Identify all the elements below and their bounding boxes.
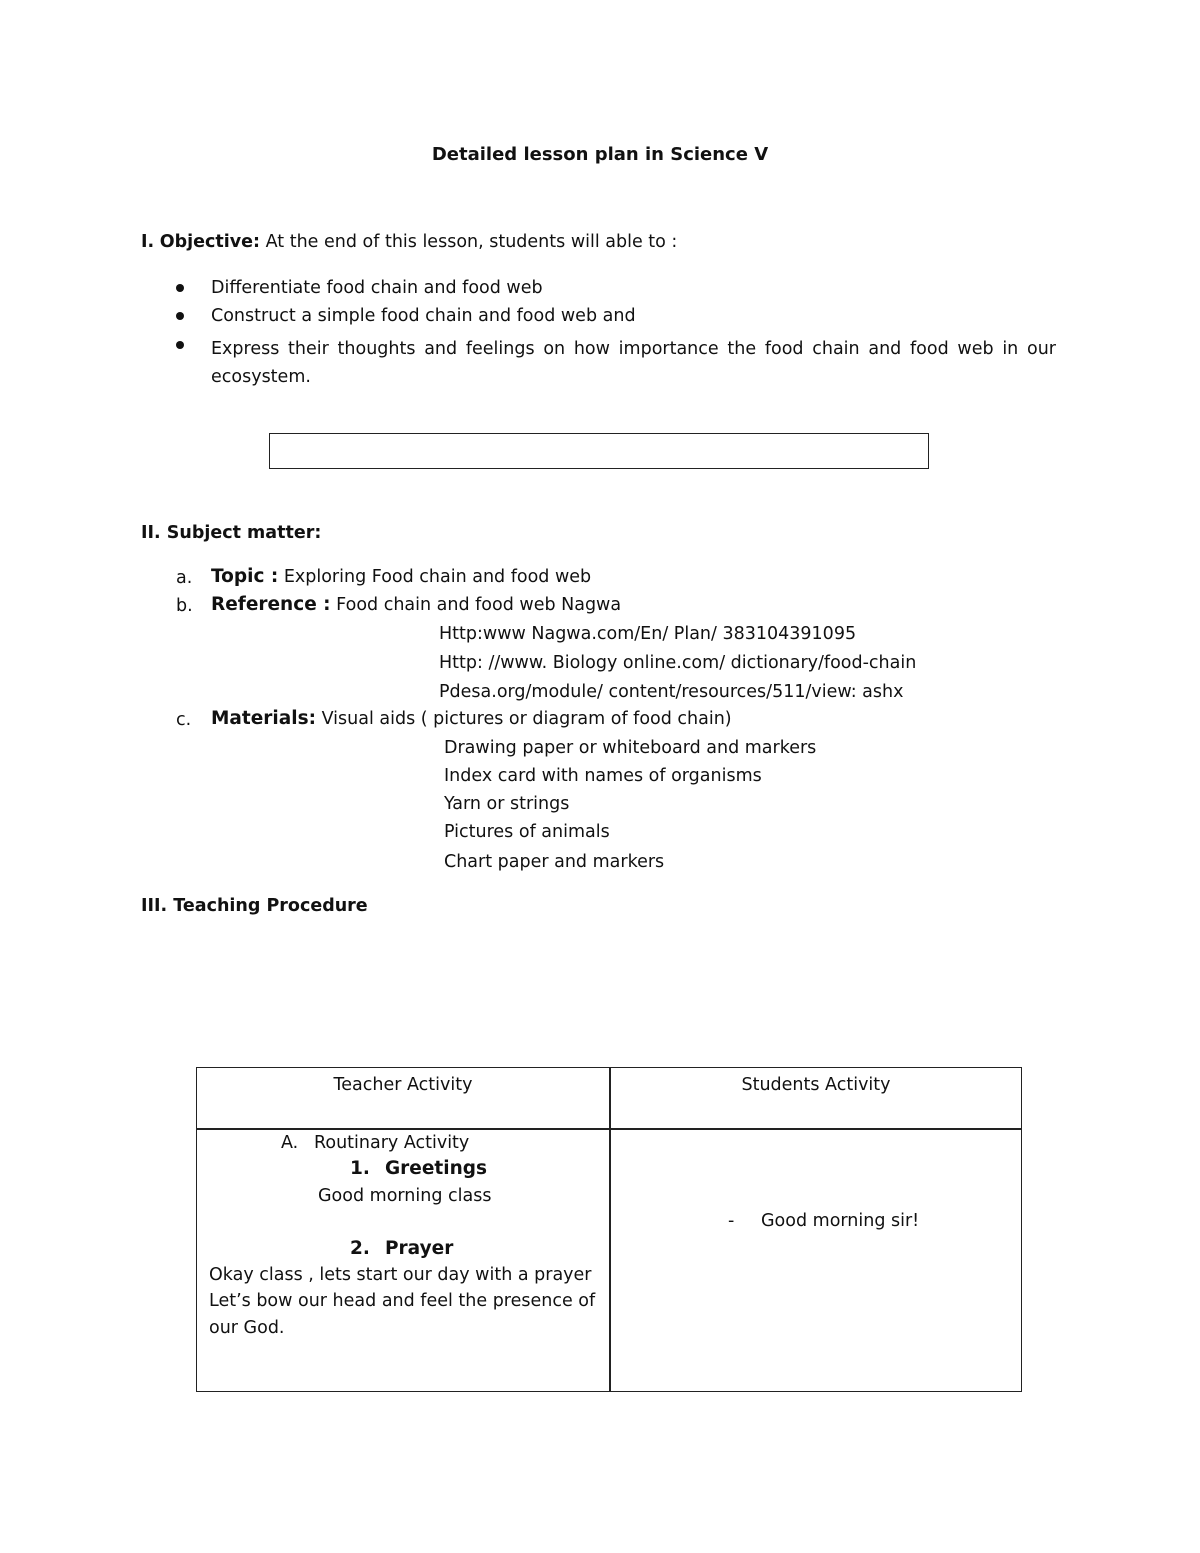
topic-label: Topic :: [211, 566, 279, 587]
reference-label: Reference :: [211, 594, 331, 615]
prayer-line: Okay class , lets start our day with a prayer: [209, 1265, 592, 1285]
page-title: Detailed lesson plan in Science V: [431, 144, 769, 165]
reference-value: Food chain and food web Nagwa: [336, 595, 622, 615]
teaching-procedure-heading: III. Teaching Procedure: [141, 896, 368, 916]
student-dash: -: [728, 1211, 735, 1231]
table-row-divider: [197, 1128, 1021, 1130]
empty-text-box: [269, 433, 929, 469]
procedure-table: [196, 1067, 1022, 1392]
reference-line: Pdesa.org/module/ content/resources/511/view: ashx: [439, 682, 904, 702]
materials-line: Drawing paper or whiteboard and markers: [444, 738, 817, 758]
materials-row: [211, 708, 732, 729]
reference-line: Http: //www. Biology online.com/ dictionary/food-chain: [439, 653, 917, 673]
prayer-line: Let’s bow our head and feel the presence of: [209, 1291, 596, 1311]
materials-line: Pictures of animals: [444, 822, 610, 842]
topic-row: [211, 566, 591, 587]
reference-letter: b.: [176, 596, 193, 616]
prayer-line: our God.: [209, 1318, 285, 1338]
objective-item: Express their thoughts and feelings on how importance the food chain and food web in our ecosystem.: [211, 339, 1056, 387]
student-response: Good morning sir!: [761, 1211, 920, 1231]
objective-numeral: I.: [141, 232, 155, 252]
topic-value: Exploring Food chain and food web: [283, 567, 592, 587]
objective-item: Differentiate food chain and food web: [211, 278, 543, 298]
section-title: Routinary Activity: [314, 1133, 470, 1153]
prayer-number: 2.: [350, 1238, 370, 1259]
greetings-title: Greetings: [385, 1158, 488, 1179]
reference-row: [211, 594, 621, 615]
bullet-icon: [176, 284, 184, 292]
materials-line: Index card with names of organisms: [444, 766, 762, 786]
subject-matter-heading: II. Subject matter:: [141, 523, 322, 543]
materials-line: Yarn or strings: [444, 794, 570, 814]
teacher-activity-header: Teacher Activity: [333, 1075, 473, 1095]
objective-label: Objective:: [159, 232, 261, 252]
section-letter: A.: [281, 1133, 299, 1153]
objective-item: Construct a simple food chain and food web and: [211, 306, 636, 326]
objective-intro: At the end of this lesson, students will able to :: [265, 232, 678, 252]
students-activity-header: Students Activity: [741, 1075, 891, 1095]
greetings-number: 1.: [350, 1158, 370, 1179]
reference-line: Http:www Nagwa.com/En/ Plan/ 383104391095: [439, 624, 857, 644]
bullet-icon: [176, 312, 184, 320]
greetings-text: Good morning class: [318, 1186, 492, 1206]
prayer-title: Prayer: [385, 1238, 454, 1259]
materials-label: Materials:: [211, 708, 316, 729]
materials-letter: c.: [176, 710, 192, 730]
objective-heading: [141, 232, 677, 252]
bullet-icon: [176, 341, 184, 349]
topic-letter: a.: [176, 568, 193, 588]
materials-value: Visual aids ( pictures or diagram of food chain): [321, 709, 732, 729]
table-column-divider: [609, 1068, 611, 1391]
materials-line: Chart paper and markers: [444, 852, 665, 872]
